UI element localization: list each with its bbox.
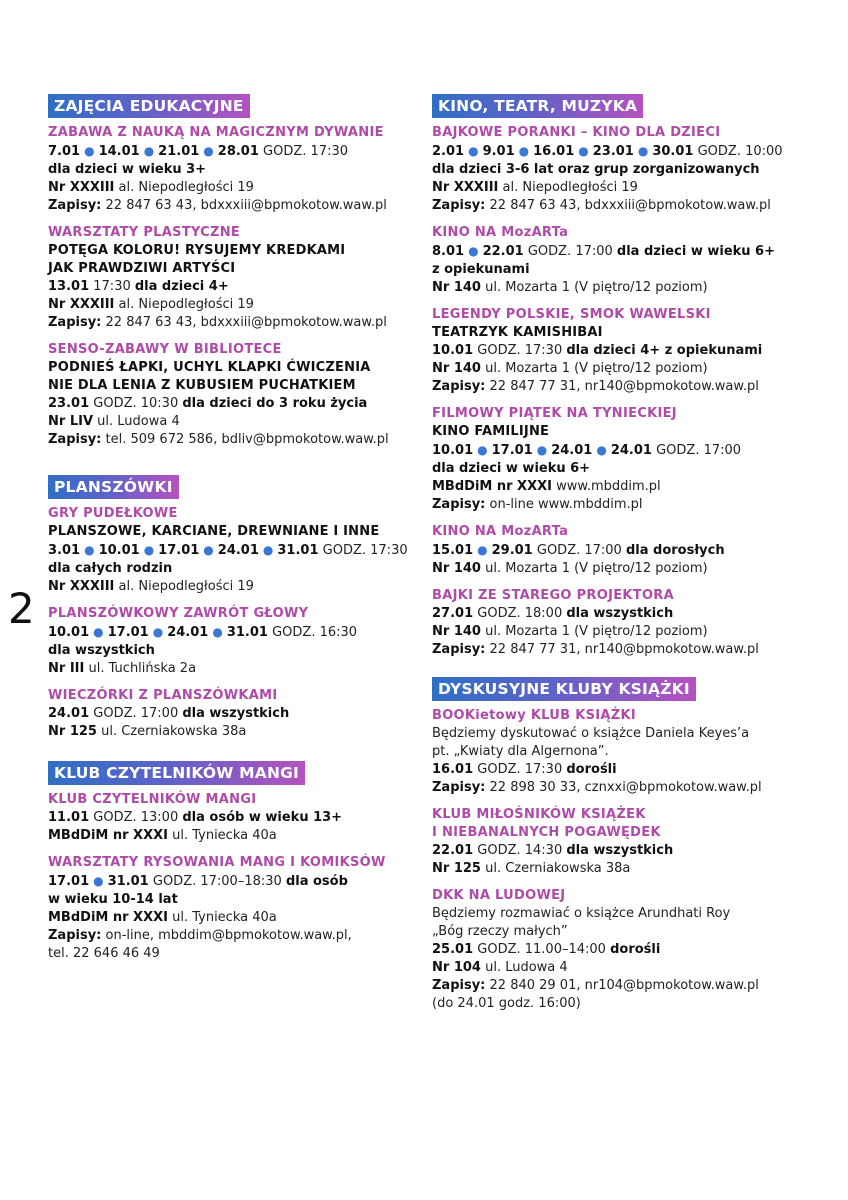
event-location: MBdDiM nr XXXI www.mbddim.pl	[432, 479, 661, 494]
event-dates: 10.01 GODZ. 17:30 dla dzieci 4+ z opiekunami	[432, 343, 763, 358]
section-title: KINO, TEATR, MUZYKA	[432, 94, 643, 118]
event-dates: 24.01 GODZ. 17:00 dla wszystkich	[48, 706, 290, 721]
event-title: WARSZTATY RYSOWANIA MANG I KOMIKSÓW	[48, 855, 386, 870]
event-signup: Zapisy: tel. 509 672 586, bdliv@bpmokotow.waw.pl	[48, 432, 389, 447]
event-location: Nr 140 ul. Mozarta 1 (V piętro/12 poziom)	[432, 561, 708, 576]
event-subtitle: NIE DLA LENIA Z KUBUSIEM PUCHATKIEM	[48, 378, 356, 393]
event-audience: w wieku 10-14 lat	[48, 892, 178, 907]
event-signup-cont: tel. 22 646 46 49	[48, 946, 160, 961]
event-title: WIECZÓRKI Z PLANSZÓWKAMI	[48, 688, 278, 703]
event-dates: 16.01 GODZ. 17:30 dorośli	[432, 762, 617, 777]
event-dates: 27.01 GODZ. 18:00 dla wszystkich	[432, 606, 674, 621]
event-title: BAJKI ZE STAREGO PROJEKTORA	[432, 588, 674, 603]
section-title: PLANSZÓWKI	[48, 475, 179, 499]
event-item	[48, 341, 408, 449]
event-title: KLUB CZYTELNIKÓW MANGI	[48, 792, 257, 807]
event-location: Nr III ul. Tuchlińska 2a	[48, 661, 197, 676]
event-location: Nr 140 ul. Mozarta 1 (V piętro/12 poziom)	[432, 280, 708, 295]
event-item	[432, 887, 812, 1013]
event-subtitle: PLANSZOWE, KARCIANE, DREWNIANE I INNE	[48, 524, 380, 539]
event-audience: dla dzieci 3-6 lat oraz grup zorganizowanych	[432, 162, 760, 177]
section-title: DYSKUSYJNE KLUBY KSIĄŻKI	[432, 677, 696, 701]
event-signup: Zapisy: 22 847 63 43, bdxxxiii@bpmokotow.waw.pl	[48, 198, 387, 213]
event-subtitle: PODNIEŚ ŁAPKI, UCHYL KLAPKI ĆWICZENIA	[48, 360, 371, 375]
event-item	[432, 306, 812, 396]
event-dates: 10.01 ● 17.01 ● 24.01 ● 24.01 GODZ. 17:00	[432, 443, 742, 458]
event-signup: Zapisy: 22 847 77 31, nr140@bpmokotow.waw.pl	[432, 379, 759, 394]
section-board-games	[48, 475, 408, 741]
event-item	[48, 687, 408, 741]
event-dates: 8.01 ● 22.01 GODZ. 17:00 dla dzieci w wieku 6+	[432, 244, 775, 259]
event-location: Nr XXXIII al. Niepodległości 19	[48, 579, 254, 594]
event-item	[48, 124, 408, 215]
event-title: FILMOWY PIĄTEK NA TYNIECKIEJ	[432, 406, 677, 421]
event-title: BOOKietowy KLUB KSIĄŻKI	[432, 708, 636, 723]
event-signup: Zapisy: on-line, mbddim@bpmokotow.waw.pl,	[48, 928, 352, 943]
event-signup: Zapisy: 22 898 30 33, cznxxi@bpmokotow.waw.pl	[432, 780, 762, 795]
event-dates: 2.01 ● 9.01 ● 16.01 ● 23.01 ● 30.01 GODZ. 10:00	[432, 144, 783, 159]
event-title: DKK NA LUDOWEJ	[432, 888, 566, 903]
event-title: KINO NA MozARTa	[432, 524, 569, 539]
event-dates: 13.01 17:30 dla dzieci 4+	[48, 279, 229, 294]
event-item	[48, 224, 408, 332]
event-audience: z opiekunami	[432, 262, 530, 277]
event-location: Nr LIV ul. Ludowa 4	[48, 414, 180, 429]
event-item	[432, 707, 812, 797]
event-subtitle: KINO FAMILIJNE	[432, 424, 550, 439]
event-location: Nr 140 ul. Mozarta 1 (V piętro/12 poziom)	[432, 361, 708, 376]
event-dates: 22.01 GODZ. 14:30 dla wszystkich	[432, 843, 674, 858]
event-item	[48, 791, 408, 845]
event-location: Nr XXXIII al. Niepodległości 19	[432, 180, 638, 195]
event-dates: 15.01 ● 29.01 GODZ. 17:00 dla dorosłych	[432, 543, 725, 558]
event-subtitle: TEATRZYK KAMISHIBAI	[432, 325, 603, 340]
event-title: ZABAWA Z NAUKĄ NA MAGICZNYM DYWANIE	[48, 125, 384, 140]
event-description: „Bóg rzeczy małych”	[432, 924, 568, 939]
event-dates: 7.01 ● 14.01 ● 21.01 ● 28.01 GODZ. 17:30	[48, 144, 348, 159]
section-book-clubs	[432, 677, 812, 1013]
event-dates: 3.01 ● 10.01 ● 17.01 ● 24.01 ● 31.01 GODZ. 17:30	[48, 543, 408, 558]
event-location: Nr XXXIII al. Niepodległości 19	[48, 180, 254, 195]
event-location: MBdDiM nr XXXI ul. Tyniecka 40a	[48, 910, 277, 925]
event-signup-cont: (do 24.01 godz. 16:00)	[432, 996, 581, 1011]
event-title: KINO NA MozARTa	[432, 225, 569, 240]
event-title: WARSZTATY PLASTYCZNE	[48, 225, 241, 240]
event-signup: Zapisy: 22 847 63 43, bdxxxiii@bpmokotow.waw.pl	[432, 198, 771, 213]
event-description: Będziemy dyskutować o książce Daniela Keyes’a	[432, 726, 750, 741]
section-title: ZAJĘCIA EDUKACYJNE	[48, 94, 250, 118]
event-title: PLANSZÓWKOWY ZAWRÓT GŁOWY	[48, 606, 309, 621]
event-location: Nr 125 ul. Czerniakowska 38a	[48, 724, 247, 739]
event-signup: Zapisy: 22 847 63 43, bdxxxiii@bpmokotow.waw.pl	[48, 315, 387, 330]
event-dates: 23.01 GODZ. 10:30 dla dzieci do 3 roku życia	[48, 396, 368, 411]
event-item	[432, 806, 812, 878]
event-title: LEGENDY POLSKIE, SMOK WAWELSKI	[432, 307, 711, 322]
event-item	[48, 854, 408, 963]
event-item	[48, 605, 408, 678]
event-title: GRY PUDEŁKOWE	[48, 506, 178, 521]
event-item	[432, 124, 812, 215]
event-dates: 11.01 GODZ. 13:00 dla osób w wieku 13+	[48, 810, 343, 825]
event-signup: Zapisy: 22 847 77 31, nr140@bpmokotow.waw.pl	[432, 642, 759, 657]
event-title-cont: I NIEBANALNYCH POGAWĘDEK	[432, 825, 661, 840]
event-location: Nr 104 ul. Ludowa 4	[432, 960, 568, 975]
section-cinema-theatre-music	[432, 94, 812, 659]
event-subtitle: POTĘGA KOLORU! RYSUJEMY KREDKAMI	[48, 243, 346, 258]
event-title: KLUB MIŁOŚNIKÓW KSIĄŻEK	[432, 807, 646, 822]
event-location: MBdDiM nr XXXI ul. Tyniecka 40a	[48, 828, 277, 843]
section-manga-club	[48, 761, 408, 963]
event-item	[48, 505, 408, 596]
event-location: Nr 125 ul. Czerniakowska 38a	[432, 861, 631, 876]
section-educational	[48, 94, 408, 449]
event-item	[432, 405, 812, 514]
event-description: Będziemy rozmawiać o książce Arundhati Roy	[432, 906, 731, 921]
event-item	[432, 224, 812, 297]
event-location: Nr XXXIII al. Niepodległości 19	[48, 297, 254, 312]
event-signup: Zapisy: 22 840 29 01, nr104@bpmokotow.waw.pl	[432, 978, 759, 993]
event-audience: dla dzieci w wieku 3+	[48, 162, 207, 177]
event-audience: dla całych rodzin	[48, 561, 173, 576]
event-audience: dla dzieci w wieku 6+	[432, 461, 591, 476]
event-location: Nr 140 ul. Mozarta 1 (V piętro/12 poziom)	[432, 624, 708, 639]
event-signup: Zapisy: on-line www.mbddim.pl	[432, 497, 643, 512]
event-dates: 10.01 ● 17.01 ● 24.01 ● 31.01 GODZ. 16:30	[48, 625, 358, 640]
event-title: SENSO-ZABAWY W BIBLIOTECE	[48, 342, 282, 357]
event-item	[432, 523, 812, 578]
event-subtitle: JAK PRAWDZIWI ARTYŚCI	[48, 261, 236, 276]
right-column	[432, 94, 812, 1039]
event-item	[432, 587, 812, 659]
page-number: 2	[8, 584, 35, 633]
event-dates: 17.01 ● 31.01 GODZ. 17:00–18:30 dla osób	[48, 874, 348, 889]
event-dates: 25.01 GODZ. 11.00–14:00 dorośli	[432, 942, 661, 957]
left-column	[48, 94, 408, 989]
event-title: BAJKOWE PORANKI – KINO DLA DZIECI	[432, 125, 721, 140]
section-title: KLUB CZYTELNIKÓW MANGI	[48, 761, 305, 785]
event-description: pt. „Kwiaty dla Algernona”.	[432, 744, 609, 759]
event-audience: dla wszystkich	[48, 643, 155, 658]
